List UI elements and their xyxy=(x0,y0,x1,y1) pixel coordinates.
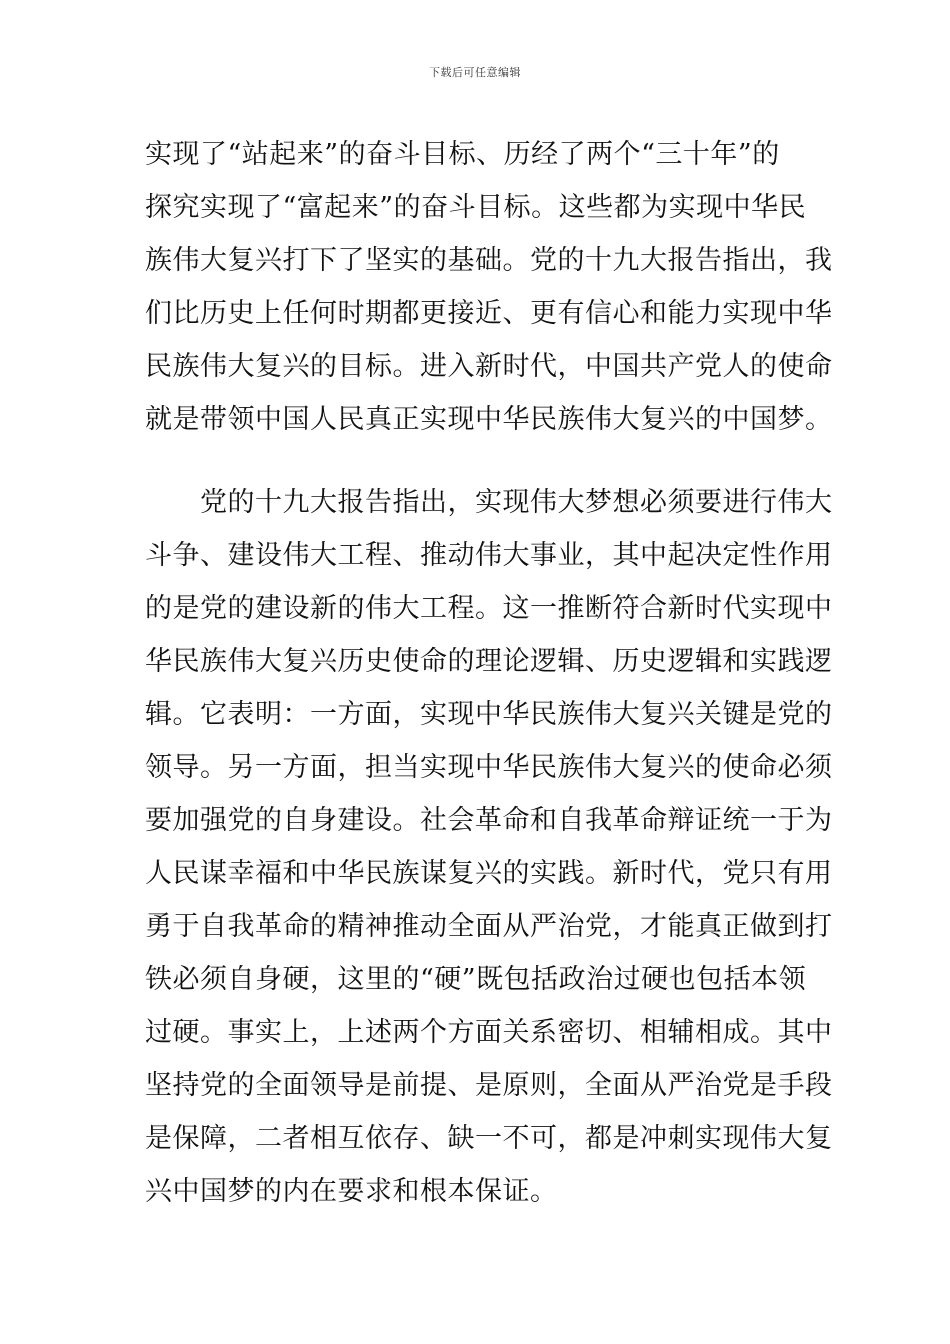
paragraph-line: 民族伟大复兴的目标。进入新时代，中国共产党人的使命 xyxy=(145,351,833,382)
paragraph-line: 实现了“站起来”的奋斗目标、历经了两个“三十年”的 xyxy=(145,139,780,170)
paragraph-line: 辑。它表明：一方面，实现中华民族伟大复兴关键是党的 xyxy=(145,699,833,730)
paragraph-line: 勇于自我革命的精神推动全面从严治党，才能真正做到打 xyxy=(145,911,833,942)
paragraph-line: 兴中国梦的内在要求和根本保证。 xyxy=(145,1176,558,1207)
paragraph-line: 铁必须自身硬，这里的“硬”既包括政治过硬也包括本领 xyxy=(145,964,807,995)
paragraph-line: 过硬。事实上，上述两个方面关系密切、相辅相成。其中 xyxy=(145,1017,833,1048)
paragraph-line: 们比历史上任何时期都更接近、更有信心和能力实现中华 xyxy=(145,298,833,329)
paragraph-line: 的是党的建设新的伟大工程。这一推断符合新时代实现中 xyxy=(145,593,833,624)
paragraph-line: 斗争、建设伟大工程、推动伟大事业，其中起决定性作用 xyxy=(145,540,833,571)
paragraph-2 xyxy=(145,476,833,1218)
paragraph-line: 要加强党的自身建设。社会革命和自我革命辩证统一于为 xyxy=(145,805,833,836)
paragraph-1 xyxy=(145,128,833,446)
paragraph-line: 族伟大复兴打下了坚实的基础。党的十九大报告指出，我 xyxy=(145,245,833,276)
paragraph-line: 坚持党的全面领导是前提、是原则，全面从严治党是手段 xyxy=(145,1070,833,1101)
paragraph-line: 就是带领中国人民真正实现中华民族伟大复兴的中国梦。 xyxy=(145,404,833,435)
paragraph-line: 人民谋幸福和中华民族谋复兴的实践。新时代，党只有用 xyxy=(145,858,833,889)
paragraph-line: 华民族伟大复兴历史使命的理论逻辑、历史逻辑和实践逻 xyxy=(145,646,833,677)
paragraph-line: 领导。另一方面，担当实现中华民族伟大复兴的使命必须 xyxy=(145,752,833,783)
paragraph-line: 是保障，二者相互依存、缺一不可，都是冲刺实现伟大复 xyxy=(145,1123,833,1154)
paragraph-line: 探究实现了“富起来”的奋斗目标。这些都为实现中华民 xyxy=(145,192,807,223)
page-header: 下载后可任意编辑 xyxy=(429,66,521,79)
paragraph-line: 党的十九大报告指出，实现伟大梦想必须要进行伟大 xyxy=(145,487,833,518)
